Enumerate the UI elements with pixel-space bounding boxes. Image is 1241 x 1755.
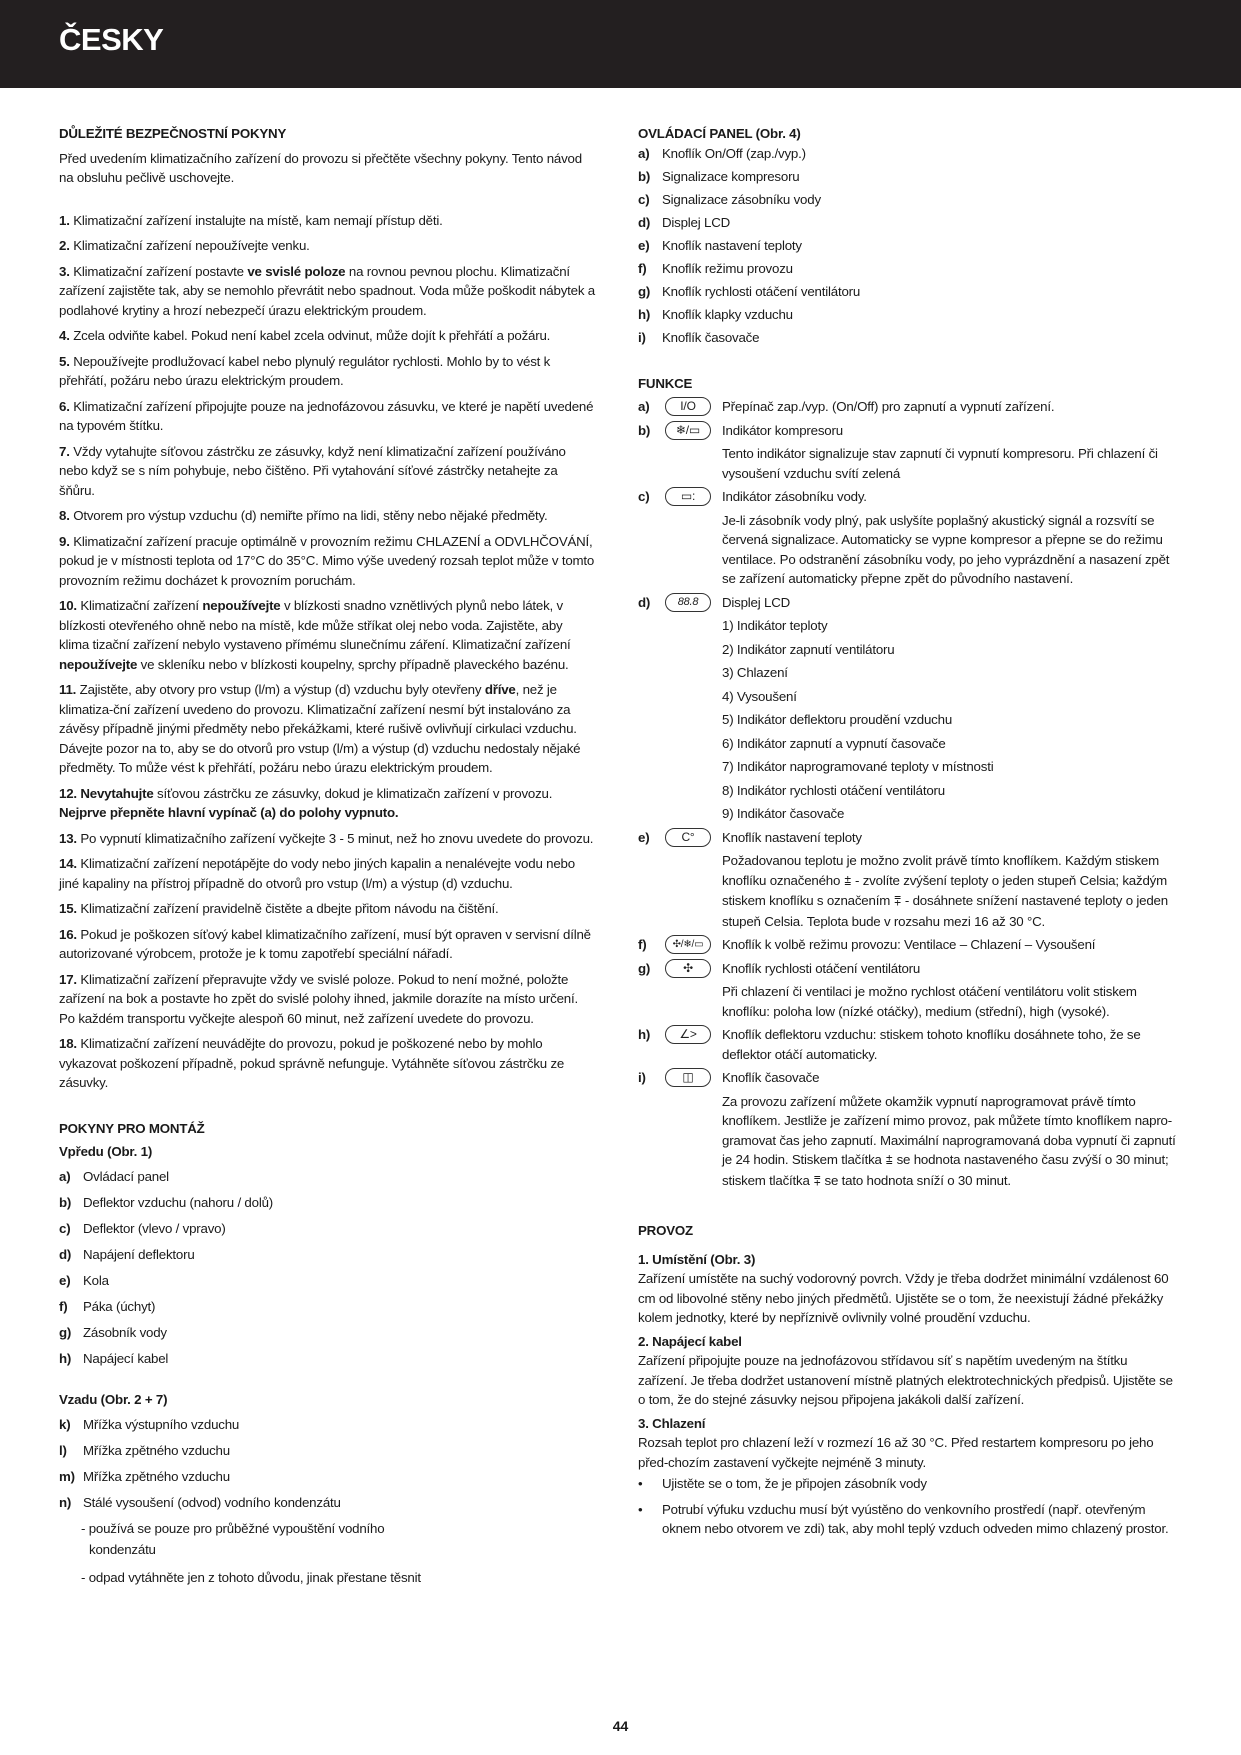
safety-item-text: Otvorem pro výstup vzduchu (d) nemiřte přímo na lidi, stěny nebo nějaké předměty. [69,508,548,523]
safety-item [59,211,595,231]
funkce-c-key: c) [638,489,650,505]
safety-item-number: 11. [59,682,77,697]
front-item-label: Páka (úchyt) [83,1298,156,1314]
safety-item-text: dříve [484,682,516,697]
funkce-g-text: Knoflík rychlosti otáčení ventilátoru [722,960,921,976]
front-item [59,1167,595,1187]
panel-item [638,190,1178,210]
back-item-key: k) [59,1416,71,1432]
funkce-i-key: i) [638,1070,646,1086]
lcd-indicator-item: 2) Indikátor zapnutí ventilátoru [722,641,895,657]
funkce-e [638,828,1178,848]
panel-item-label: Knoflík režimu provozu [662,260,793,276]
front-item-label: Ovládací panel [83,1168,169,1184]
panel-item-label: Signalizace kompresoru [662,168,800,184]
safety-item [59,596,595,674]
minus-icon: ⩱ [813,1173,821,1188]
water-tank-icon: ▭: [665,487,711,506]
left-column [59,124,595,1589]
safety-item [59,352,595,391]
back-item-label: Stálé vysoušení (odvod) vodního kondenzátu [83,1494,341,1510]
front-item-label: Napájecí kabel [83,1350,169,1366]
safety-item [59,506,595,526]
provoz-s1-title: 1. Umístění (Obr. 3) [638,1251,756,1267]
safety-item-number: 9. [59,533,70,549]
funkce-c [638,487,1178,507]
compressor-icon: ❄/▭ [665,421,711,440]
funkce-a [638,397,1178,417]
provoz-bullets [638,1474,1178,1539]
safety-title: DŮLEŽITÉ BEZPEČNOSTNÍ POKYNY [59,126,287,141]
safety-item-text: Klimatizační zařízení pravidelně čistěte a dbejte přitom návodu na čištění. [76,901,499,916]
funkce-e-desc [638,851,1178,931]
drain-note-1: - používá se pouze pro průběžné vypouštění vodního [81,1520,385,1536]
funkce-i-desc-3: se tato hodnota sníží o 30 minut. [824,1172,1011,1188]
back-item-key: m) [59,1468,75,1484]
front-item-label: Napájení deflektoru [83,1246,195,1262]
safety-item-number: 10. [59,598,77,613]
safety-item-number: 2. [59,238,70,253]
funkce-f-text: Knoflík k volbě režimu provozu: Ventilace – Chlazení – Vysoušení [722,937,1096,953]
safety-item-text: Klimatizační zařízení nepoužívejte venku. [69,238,310,253]
safety-item [59,680,595,778]
funkce-g [638,959,1178,979]
safety-item-text: Klimatizační zařízení instalujte na místě, kam nemají přístup děti. [69,212,443,228]
funkce-i [638,1068,1178,1088]
front-item [59,1219,595,1239]
provoz-bullet [638,1500,1178,1539]
panel-item-label: Knoflík rychlosti otáčení ventilátoru [662,284,861,300]
funkce-f-key: f) [638,937,647,953]
front-item-key: g) [59,1324,72,1340]
back-list [59,1415,595,1513]
safety-item-number: 17. [59,971,77,987]
provoz-s2: Zařízení připojujte pouze na jednofázovou střídavou síť s napětím uvedeným na štítku zařízení. Je třeba dodržet ustanovení místně platných elektrotechnických předpisů. Ujistěte se o tom, že do stejné zásuvky nejsou připojena jakákoli další zařízení. [638,1353,1173,1408]
panel-item-key: i) [638,330,646,346]
front-list [59,1167,595,1369]
provoz-title: PROVOZ [638,1223,693,1239]
panel-item-label: Knoflík časovače [662,330,760,346]
safety-item-text: Klimatizační zařízení [76,598,203,613]
front-item [59,1193,595,1213]
safety-item-text: Klimatizační zařízení postavte [69,263,248,279]
funkce-h [638,1025,1178,1064]
safety-item-number: 5. [59,353,70,369]
panel-item-key: f) [638,260,647,276]
panel-item [638,167,1178,187]
front-item [59,1271,595,1291]
safety-item-text: v blízkosti snadno vznětlivých plynů nebo látek, v blízkosti otevřeného ohně nebo na místě, kde může stříkat olej nebo voda. Zajistěte, aby klima tizační zařízení nebylo vystaveno přímému slunečnímu záření. Klimatizační zařízení [59,598,571,652]
safety-item-text: Nevytahujte [76,785,154,801]
funkce-i-text: Knoflík časovače [722,1070,820,1086]
safety-item [59,925,595,964]
header-bar [0,0,1241,88]
panel-item-key: g) [638,284,651,300]
back-item [59,1441,595,1461]
safety-item-number: 3. [59,263,70,279]
safety-item-number: 14. [59,856,77,871]
front-item-key: d) [59,1246,72,1262]
lcd-list [638,616,1178,824]
panel-item-label: Knoflík On/Off (zap./vyp.) [662,145,806,161]
safety-item-text: Zcela odviňte kabel. Pokud není kabel zcela odvinut, může dojít k přehřátí a požáru. [69,328,551,343]
safety-item-text: nepoužívejte [202,598,281,613]
back-item [59,1493,595,1513]
bullet-dot: • [638,1476,643,1492]
safety-item-text: , než je klimatiza-ční zařízení uvedeno do provozu. Klimatizační zařízení nesmí být instalováno za závěsy případně jinými předměty nebo překážkami, které rušivě ovlivňují cirkulaci vzduchu. Dávejte pozor na to, aby se do otvorů pro vstup (l/m) a výstup (d) vzduchu nedostaly nějaké předměty. To může vést k přehřátí, požáru nebo úrazu elektrickým proudem. [59,682,581,775]
front-item-label: Zásobník vody [83,1324,167,1340]
funkce-h-text: Knoflík deflektoru vzduchu: stiskem tohoto knoflíku dosáhnete toho, že se deflektor otáčí automaticky. [722,1027,1141,1062]
drain-note-2: - odpad vytáhněte jen z tohoto důvodu, jinak přestane těsnit [81,1569,421,1585]
safety-item [59,442,595,501]
lcd-indicator-item: 7) Indikátor naprogramované teploty v místnosti [722,759,994,775]
funkce-i-desc-1: Za provozu zařízení můžete okamžik vypnutí naprogramovat právě tímto knoflíkem. Jestliže je zařízení mimo provoz, pak můžete tímto knoflíkem napro-gramovat čas jeho zapnutí. Maximální naprogramovaná doba vypnutí či zapnutí je 24 hodin. Stiskem tlačítka [722,1093,1176,1168]
power-icon: I/O [665,397,711,416]
panel-title: OVLÁDACÍ PANEL (Obr. 4) [638,126,801,141]
safety-item-number: 13. [59,830,77,846]
panel-item [638,282,1178,302]
panel-item [638,328,1178,348]
safety-item-text: na rovnou pevnou plochu. Klimatizační zařízení zajistěte tak, aby se nemohlo převrátit nebo spadnout. Voda může poškodit nábytek a podlahové krytiny a hrozí nebezpečí úrazu elektrickým proudem. [59,263,595,318]
funkce-a-text: Přepínač zap./vyp. (On/Off) pro zapnutí a vypnutí zařízení. [722,399,1055,415]
safety-item-number: 15. [59,901,77,916]
safety-item-number: 8. [59,508,70,523]
funkce-d [638,593,1178,613]
funkce-e-desc-2: - zvolíte zvýšení teploty o jeden stupeň Celsia; každým stiskem knoflíku s označením [722,872,1167,909]
safety-item-text: Zajistěte, aby otvory pro vstup (l/m) a výstup (d) vzduchu byly otevřeny [76,682,485,697]
lcd-indicator-item: 3) Chlazení [722,665,788,681]
back-item-label: Mřížka zpětného vzduchu [83,1442,230,1458]
lcd-display-icon: 88.8 [665,593,711,612]
language-title: ČESKY [59,22,164,57]
safety-list [59,211,595,1093]
plus-icon: ⩲ [844,873,851,888]
lcd-indicator-item: 9) Indikátor časovače [722,806,845,822]
safety-item-text: Pokud je poškozen síťový kabel klimatizačního zařízení, musí být opraven v servisní dílně autorizované výrobcem, protože je k tomu zapotřebí speciální nářadí. [59,926,591,961]
back-item-label: Mřížka výstupního vzduchu [83,1416,240,1432]
safety-item-text: Nepoužívejte prodlužovací kabel nebo plynulý regulátor rychlosti. Mohlo by to vést k přehřátí, požáru nebo úrazu elektrickým proudem. [59,353,551,388]
safety-item-number: 4. [59,328,70,343]
safety-item-number: 6. [59,398,70,414]
safety-item [59,532,595,591]
right-column [638,124,1178,1545]
swing-icon: ∠> [665,1025,711,1044]
lcd-indicator-item: 5) Indikátor deflektoru proudění vzduchu [722,712,953,728]
safety-item-number: 1. [59,212,70,228]
safety-item [59,326,595,346]
safety-item-text: nepoužívejte [59,656,138,672]
safety-item [59,262,595,321]
minus-icon: ⩱ [894,894,901,909]
funkce-b [638,421,1178,441]
provoz-s2-title: 2. Napájecí kabel [638,1333,742,1349]
safety-item [59,899,595,919]
fan-icon: ✣ [665,959,711,978]
safety-item-text: Po vypnutí klimatizačního zařízení vyčkejte 3 - 5 minut, než ho znovu uvedete do provozu. [76,830,594,846]
safety-item-number: 12. [59,785,77,801]
panel-item-label: Knoflík klapky vzduchu [662,307,793,323]
funkce-title: FUNKCE [638,375,693,391]
safety-item-number: 7. [59,443,70,459]
funkce-b-desc: Tento indikátor signalizuje stav zapnutí či vypnutí kompresoru. Při chlazení či vysoušení vzduchu svítí zelená [722,446,1158,481]
safety-item [59,970,595,1029]
panel-item-key: e) [638,237,650,253]
panel-item [638,144,1178,164]
safety-item-text: Klimatizační zařízení neuvádějte do provozu, pokud je poškozené nebo by mohlo vykazovat poškození případně, pokud správně nefunguje. Vytáhněte síťovou zástrčku ze zásuvky. [59,1036,565,1090]
plus-icon: ⩲ [885,1153,893,1168]
panel-item-label: Knoflík nastavení teploty [662,237,802,253]
front-item [59,1245,595,1265]
funkce-i-desc-2: se hodnota nastaveného času zvýší o 30 minut; stiskem tlačítka [722,1152,1169,1188]
funkce-b-key: b) [638,422,651,438]
safety-item-text: Klimatizační zařízení nepotápějte do vody nebo jiných kapalin a nenalévejte vodu nebo jiné kapaliny na přístroj případně do otvorů pro vstup (l/m) a výstup (d) vzduchu. [59,856,575,891]
safety-item-text: Klimatizační zařízení přepravujte vždy ve svislé poloze. Pokud to není možné, položte zařízení na bok a postavte ho zpět do svislé polohy ihned, jakmile dorazíte na místo určení. Po každém transportu vyčkejte alespoň 60 minut, než zařízení uvedete do provozu. [59,971,578,1026]
safety-item-number: 18. [59,1036,77,1051]
provoz-s3-title: 3. Chlazení [638,1415,706,1431]
front-item [59,1297,595,1317]
front-item-label: Deflektor (vlevo / vpravo) [83,1220,226,1236]
safety-item [59,784,595,823]
back-item-label: Mřížka zpětného vzduchu [83,1468,230,1484]
panel-item [638,236,1178,256]
back-item-key: l) [59,1442,67,1458]
front-title: Vpředu (Obr. 1) [59,1144,153,1159]
safety-item-text: ve svislé poloze [247,263,346,279]
safety-item [59,397,595,436]
panel-item [638,213,1178,233]
mounting-title: POKYNY PRO MONTÁŽ [59,1120,205,1136]
panel-item [638,305,1178,325]
bullet-dot: • [638,1501,643,1517]
temperature-icon: C° [665,828,711,847]
safety-item [59,854,595,893]
panel-item-key: c) [638,191,650,207]
safety-item-text: síťovou zástrčku ze zásuvky, dokud je klimatizačn zařízení v provozu. [153,785,553,801]
back-item [59,1467,595,1487]
front-item [59,1349,595,1369]
front-item-key: f) [59,1298,68,1314]
bullet-text: Ujistěte se o tom, že je připojen zásobník vody [662,1476,927,1492]
funkce-e-text: Knoflík nastavení teploty [722,829,862,845]
page-number: 44 [612,1718,629,1734]
front-item-key: h) [59,1350,72,1366]
front-item-key: a) [59,1168,71,1184]
panel-item-key: b) [638,168,651,184]
safety-item-text: Klimatizační zařízení připojujte pouze na jednofázovou zásuvku, ve které je napětí uvedené na typovém štítku. [59,398,594,433]
funkce-d-text: Displej LCD [722,594,790,610]
lcd-indicator-item: 6) Indikátor zapnutí a vypnutí časovače [722,735,946,751]
provoz-s3: Rozsah teplot pro chlazení leží v rozmezí 16 až 30 °C. Před restartem kompresoru po jeho před-chozím zastavení vyčkejte nejméně 3 minuty. [638,1435,1154,1470]
provoz-s1: Zařízení umístěte na suchý vodorovný povrch. Vždy je třeba dodržet minimální vzdálenost 60 cm od libovolné stěny nebo jiných předmětů. Ujistěte se o tom, že neexistují žádné překážky kolem jednotky, které by nepříznivě ovlivnily volné proudění vzduchu. [638,1271,1169,1326]
safety-item-number: 16. [59,926,77,942]
safety-item [59,1034,595,1093]
funkce-e-desc-3: - dosáhnete snížení nastavené teploty o jeden stupeň Celsia. Teplota bude v rozsahu mezi 16 až 30 °C. [722,893,1168,929]
front-item-key: c) [59,1220,71,1236]
front-item-key: e) [59,1272,71,1288]
panel-item-key: a) [638,145,650,161]
funkce-g-desc: Při chlazení či ventilaci je možno rychlost otáčení ventilátoru volit stiskem knoflíku: poloha low (nízké otáčky), medium (střední), high (vysoké). [722,984,1137,1019]
front-item [59,1323,595,1343]
lcd-indicator-item: 4) Vysoušení [722,688,797,704]
safety-item [59,829,595,849]
panel-item-label: Displej LCD [662,214,730,230]
front-item-label: Deflektor vzduchu (nahoru / dolů) [83,1194,274,1210]
back-item-key: n) [59,1494,72,1510]
back-item [59,1415,595,1435]
funkce-f [638,935,1178,955]
panel-item [638,259,1178,279]
front-item-key: b) [59,1194,72,1210]
funkce-b-text: Indikátor kompresoru [722,422,843,438]
funkce-i-desc [638,1092,1178,1192]
safety-item-text: ve skleníku nebo v blízkosti koupelny, sprchy případně plaveckého bazénu. [137,656,569,672]
safety-item-text: Nejprve přepněte hlavní vypínač (a) do polohy vypnuto. [59,805,399,820]
mode-icon: ✣/❄/▭ [665,935,711,954]
funkce-e-key: e) [638,829,650,845]
panel-item-key: d) [638,214,651,230]
funkce-h-key: h) [638,1027,651,1043]
lcd-indicator-item: 1) Indikátor teploty [722,618,828,634]
funkce-a-key: a) [638,399,650,415]
safety-intro: Před uvedením klimatizačního zařízení do provozu si přečtěte všechny pokyny. Tento návod na obsluhu pečlivě uschovejte. [59,150,582,185]
safety-item-text: Klimatizační zařízení pracuje optimálně v provozním režimu CHLAZENÍ a ODVLHČOVÁNÍ, pokud je v místnosti teplota od 17°C do 35°C. Mimo výše uvedený rozsah teplot může v tomto provozním režimu docházet k provozním poruchám. [59,533,595,588]
safety-item [59,236,595,256]
funkce-c-text: Indikátor zásobníku vody. [722,489,867,505]
panel-item-label: Signalizace zásobníku vody [662,191,821,207]
funkce-c-desc: Je-li zásobník vody plný, pak uslyšíte poplašný akustický signál a rozsvítí se červená signalizace. Automaticky se vypne kompresor a přepne se do režimu ventilace. Po odstranění zásobníku vody, po jeho vyprázdnění a nasazení zpět se zařízení automaticky přepne zpět do původního nastavení. [722,512,1170,587]
safety-item-text: Vždy vytahujte síťovou zástrčku ze zásuvky, když není klimatizační zařízení používáno nebo když se s ním pohybuje, nebo čištěno. Při vytahování síťové zástrčky netahejte za šňůru. [59,443,566,498]
provoz-bullet [638,1474,1178,1494]
back-title: Vzadu (Obr. 2 + 7) [59,1392,168,1407]
panel-item-key: h) [638,307,651,323]
lcd-indicator-item: 8) Indikátor rychlosti otáčení ventilátoru [722,782,945,798]
bullet-text: Potrubí výfuku vzduchu musí být vyústěno do venkovního prostředí (např. otevřeným oknem nebo otvorem ve zdi) tak, aby mohl teplý vzduch odveden mimo chlazený prostor. [662,1501,1169,1537]
drain-note-1b: kondenzátu [89,1542,156,1557]
funkce-d-key: d) [638,594,651,610]
funkce-g-key: g) [638,960,651,976]
front-item-label: Kola [83,1272,109,1288]
timer-icon: ◫ [665,1068,711,1087]
funkce-e-desc-1: Požadovanou teplotu je možno zvolit právě tímto knoflíkem. Každým stiskem knoflíku označeného [722,853,1159,888]
panel-list [638,144,1178,348]
